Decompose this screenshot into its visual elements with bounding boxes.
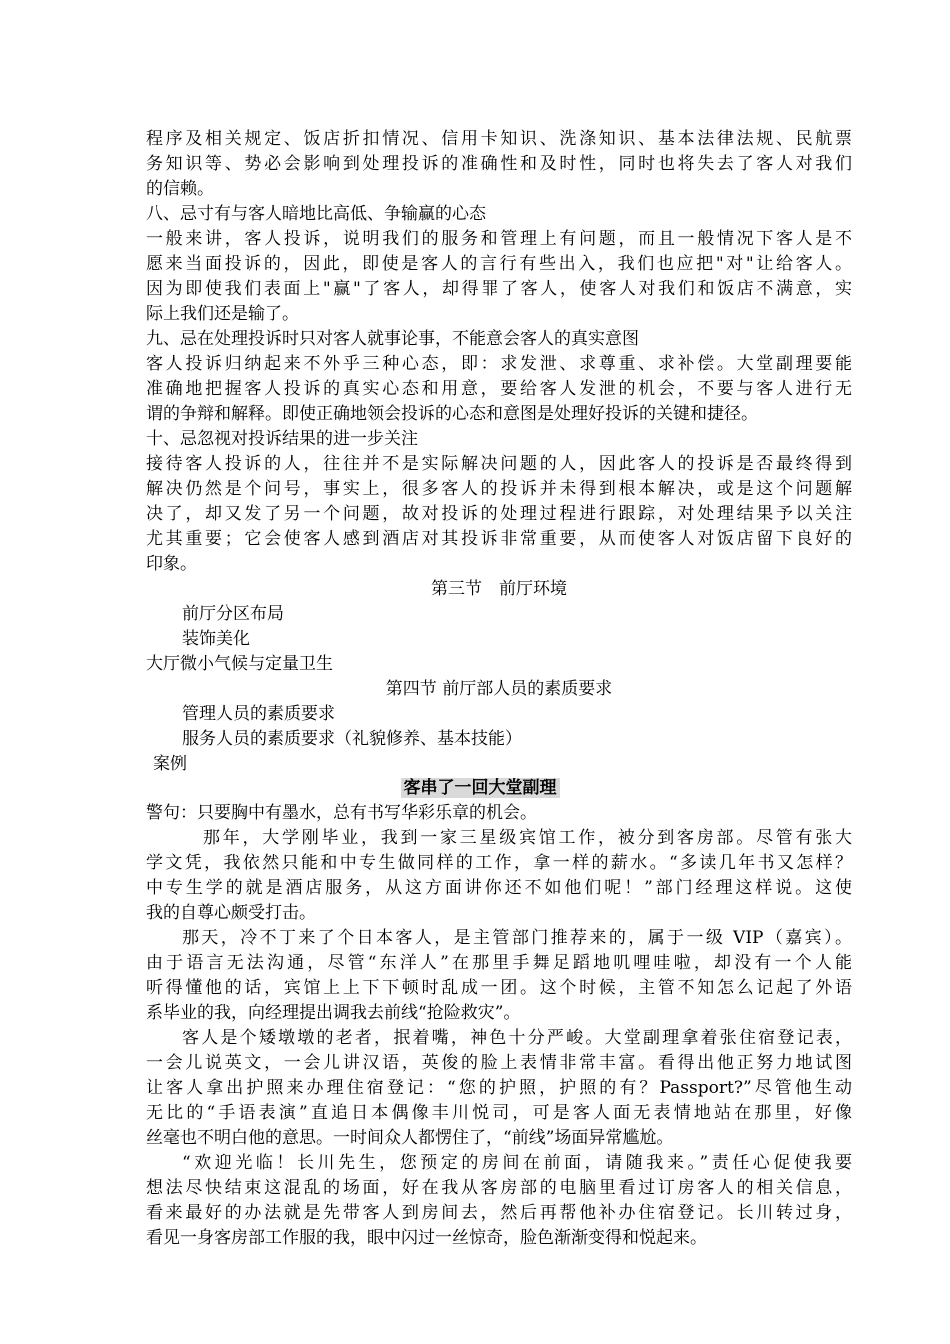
section-item: 前厅分区布局 — [182, 604, 284, 624]
paragraph-line: 程序及相关规定、饭店折扣情况、信用卡知识、洗涤知识、基本法律法规、民航票 — [146, 129, 852, 149]
story-line: 那天，冷不丁来了个日本客人，是主管部门推荐来的，属于一级 VIP（嘉宾）。 — [182, 928, 852, 948]
heading-eight: 八、忌寸有与客人暗地比高低、争输赢的心态 — [146, 204, 486, 224]
story-line: 学文凭，我依然只能和中专生做同样的工作，拿一样的薪水。“多读几年书又怎样？ — [146, 853, 852, 873]
story-line: 那年，大学刚毕业，我到一家三星级宾馆工作，被分到客房部。尽管有张大 — [203, 828, 852, 848]
case-title — [380, 776, 580, 801]
story-line: 听得懂他的话，宾馆上上下下顿时乱成一团。这个时候，主管不知怎么记起了外语 — [146, 978, 852, 998]
motto: 警句：只要胸中有墨水，总有书写华彩乐章的机会。 — [146, 803, 537, 823]
story-line: 让客人拿出护照来办理住宿登记：“您的护照，护照的有？Passport?”尽管他生动 — [146, 1078, 852, 1098]
paragraph-line: 解决仍然是个问号，事实上，很多客人的投诉并未得到根本解决，或是这个问题解 — [146, 479, 852, 499]
story-line: 看来最好的办法就是先带客人到房间去，然后再帮他补办住宿登记。长川转过身， — [146, 1203, 852, 1223]
paragraph-line: 际上我们还是输了。 — [146, 304, 299, 324]
section-item: 管理人员的素质要求 — [182, 704, 335, 724]
paragraph-line: 一般来讲，客人投诉，说明我们的服务和管理上有问题，而且一般情况下客人是不 — [146, 229, 852, 249]
story-line: 一会儿说英文，一会儿讲汉语，英俊的脸上表情非常丰富。看得出他正努力地试图 — [146, 1053, 852, 1073]
paragraph-line: 尤其重要；它会使客人感到酒店对其投诉非常重要，从而使客人对饭店留下良好的 — [146, 529, 852, 549]
case-label: 案例 — [153, 754, 187, 774]
section-three-title: 第三节 前厅环境 — [431, 579, 567, 599]
heading-nine: 九、忌在处理投诉时只对客人就事论事，不能意会客人的真实意图 — [146, 329, 639, 349]
paragraph-line: 印象。 — [146, 554, 197, 574]
section-four-title: 第四节 前厅部人员的素质要求 — [385, 679, 613, 699]
story-line: 客人是个矮墩墩的老者，抿着嘴，神色十分严峻。大堂副理拿着张住宿登记表， — [182, 1028, 852, 1048]
paragraph-line: 的信赖。 — [146, 179, 214, 199]
heading-ten: 十、忌忽视对投诉结果的进一步关注 — [146, 429, 418, 449]
story-line: 想法尽快结束这混乱的场面，好在我从客房部的电脑里看过订房客人的相关信息， — [146, 1178, 852, 1198]
story-line: 系毕业的我，向经理提出调我去前线“抢险救灾”。 — [146, 1003, 521, 1023]
case-title-text: 客串了一回大堂副理 — [401, 778, 560, 798]
story-line: 中专生学的就是酒店服务，从这方面讲你还不如他们呢！”部门经理这样说。这使 — [146, 878, 852, 898]
story-line: “欢迎光临！长川先生，您预定的房间在前面，请随我来。”责任心促使我要 — [182, 1153, 852, 1173]
paragraph-line: 接待客人投诉的人，往往并不是实际解决问题的人，因此客人的投诉是否最终得到 — [146, 454, 852, 474]
section-item: 装饰美化 — [182, 629, 250, 649]
story-line: 我的自尊心颇受打击。 — [146, 903, 316, 923]
paragraph-line: 务知识等、势必会影响到处理投诉的准确性和及时性，同时也将失去了客人对我们 — [146, 154, 852, 174]
story-line: 丝毫也不明白他的意思。一时间众人都愣住了，“前线”场面异常尴尬。 — [146, 1128, 674, 1148]
story-line: 看见一身客房部工作服的我，眼中闪过一丝惊奇，脸色渐渐变得和悦起来。 — [146, 1228, 707, 1248]
section-item: 服务人员的素质要求（礼貌修养、基本技能） — [182, 729, 522, 749]
paragraph-line: 愿来当面投诉的，因此，即使是客人的言行有些出入，我们也应把"对"让给客人。 — [146, 254, 852, 274]
paragraph-line: 因为即使我们表面上"赢"了客人，却得罪了客人，使客人对我们和饭店不满意，实 — [146, 279, 852, 299]
section-item: 大厅微小气候与定量卫生 — [146, 654, 333, 674]
story-line: 无比的“手语表演”直追日本偶像丰川悦司，可是客人面无表情地站在那里，好像 — [146, 1103, 852, 1123]
paragraph-line: 决了，却又发了另一个问题，故对投诉的处理过程进行跟踪，对处理结果予以关注 — [146, 504, 852, 524]
paragraph-line: 准确地把握客人投诉的真实心态和用意，要给客人发泄的机会，不要与客人进行无 — [146, 379, 852, 399]
story-line: 由于语言无法沟通，尽管“东洋人”在那里手舞足蹈地叽哩哇啦，却没有一个人能 — [146, 953, 852, 973]
paragraph-line: 谓的争辩和解释。即使正确地领会投诉的心态和意图是处理好投诉的关键和捷径。 — [146, 404, 758, 424]
paragraph-line: 客人投诉归纳起来不外乎三种心态，即：求发泄、求尊重、求补偿。大堂副理要能 — [146, 354, 852, 374]
